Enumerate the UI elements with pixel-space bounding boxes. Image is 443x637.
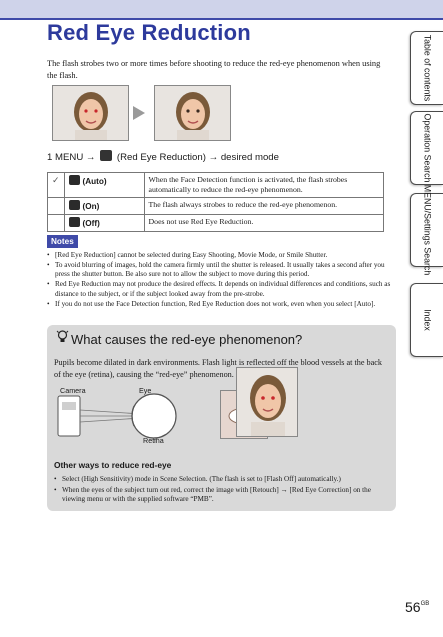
mode-label: (Auto) <box>82 177 107 186</box>
top-band <box>0 0 443 18</box>
list-item: • [Red Eye Reduction] cannot be selected during Easy Shooting, Movie Mode, or Smile Shutter. <box>47 251 397 260</box>
red-eye-photo <box>236 367 298 437</box>
page-number-suffix: GB <box>420 601 430 607</box>
photo-after <box>154 85 231 141</box>
step-number: 1 <box>47 152 53 163</box>
mode-description: When the Face Detection function is activated, the flash strobes automatically to reduce the red-eye phenomenon. <box>144 173 383 198</box>
tab-label: MENU/Settings Search <box>422 184 433 276</box>
default-check-cell <box>48 173 65 198</box>
photo-before <box>52 85 129 141</box>
red-eye-auto-icon <box>69 175 80 185</box>
mode-table <box>47 172 384 232</box>
table-row <box>48 173 384 198</box>
check-cell <box>48 215 65 232</box>
mode-description: The flash always strobes to reduce the red-eye phenomenon. <box>144 198 383 215</box>
table-row <box>48 215 384 232</box>
mode-description: Does not use Red Eye Reduction. <box>144 215 383 232</box>
list-item: • Select (High Sensitivity) mode in Scene Selection. (The flash is set to [Flash Off] automatically.) <box>54 475 392 485</box>
page-title: Red Eye Reduction <box>47 20 251 45</box>
mode-cell <box>64 198 144 215</box>
hint-bulb-icon <box>56 330 69 347</box>
tip-title-text: What causes the red-eye phenomenon? <box>71 332 303 347</box>
tab-label: Index <box>422 309 433 331</box>
tip-intro: Pupils become dilated in dark environments. Flash light is reflected off the blood vessels at the back of the eye (retina), causing the “red-eye” phenomenon. <box>54 358 382 379</box>
other-ways-heading: Other ways to reduce red-eye <box>54 460 172 470</box>
list-item: • Red Eye Reduction may not produce the desired effects. It depends on individual differences and conditions, such as distance to the subject, or if the subject looked away from the pre-strobe. <box>47 280 397 299</box>
list-item: • If you do not use the Face Detection function, Red Eye Reduction does not work, even when you select [Auto]. <box>47 300 397 309</box>
tab-label: Table of contents <box>422 34 433 102</box>
table-row <box>48 198 384 215</box>
red-eye-on-icon <box>69 200 80 210</box>
other-ways-list <box>54 475 392 506</box>
page-number <box>405 599 429 615</box>
diagram-label-eye: Eye <box>139 386 152 395</box>
page-number-value: 56 <box>405 599 421 615</box>
check-cell <box>48 198 65 215</box>
tip-box-title <box>56 330 302 347</box>
mode-cell <box>64 215 144 232</box>
eyeball-shape <box>132 394 176 438</box>
mode-cell <box>64 173 144 198</box>
tab-index[interactable] <box>410 283 443 357</box>
step-text-before: MENU → <box>55 152 96 163</box>
tab-label: Operation Search <box>422 113 433 183</box>
mode-label: (Off) <box>82 219 100 228</box>
diagram-label-retina: Retina <box>143 436 164 445</box>
notes-list <box>47 251 397 309</box>
tab-menu-settings-search[interactable] <box>410 184 443 276</box>
mode-label: (On) <box>82 202 100 211</box>
notes-badge: Notes <box>47 235 78 248</box>
checkmark-icon: ✓ <box>52 175 60 185</box>
arrow-right-icon <box>133 106 145 120</box>
red-eye-icon <box>100 150 112 161</box>
list-item: • To avoid blurring of images, hold the camera firmly until the shutter is released. It usually takes a second after you press the shutter button. Be also sure not to allow the subject to move during this period. <box>47 261 397 280</box>
camera-flash-shape <box>62 402 76 410</box>
list-item: • When the eyes of the subject turn out red, correct the image with [Retouch] → [Red Eye Correction] on the viewing menu or with the supplied software “PMB”. <box>54 486 392 505</box>
tab-table-of-contents[interactable] <box>410 31 443 105</box>
red-eye-off-icon <box>69 217 80 227</box>
tab-operation-search[interactable] <box>410 111 443 185</box>
intro-text: The flash strobes two or more times before shooting to reduce the red-eye phenomenon when using the flash. <box>47 59 381 80</box>
step-instruction <box>47 150 279 163</box>
diagram-label-camera: Camera <box>60 386 86 395</box>
step-text-after: (Red Eye Reduction) → desired mode <box>116 152 279 163</box>
